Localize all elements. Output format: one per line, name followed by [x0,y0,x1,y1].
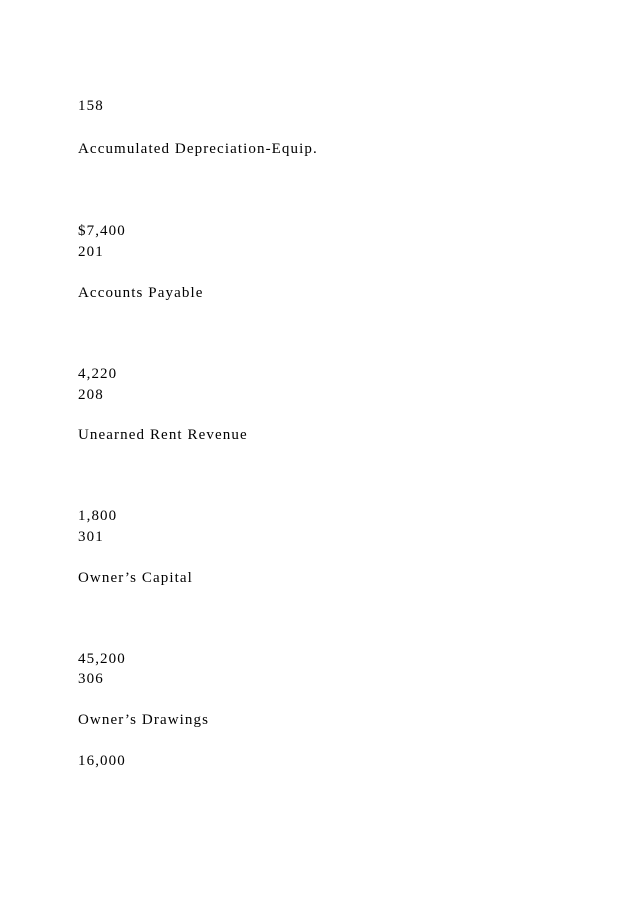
account-name: Unearned Rent Revenue [78,427,248,443]
account-amount: $7,400 [78,223,126,239]
account-amount: 1,800 [78,508,118,524]
account-amount: 16,000 [78,753,126,769]
account-number: 158 [78,98,104,114]
account-amount: 4,220 [78,366,118,382]
account-number: 306 [78,671,104,687]
account-number: 208 [78,387,104,403]
account-number: 201 [78,244,104,260]
account-number: 301 [78,529,104,545]
account-name: Accounts Payable [78,285,204,301]
account-name: Owner’s Drawings [78,712,210,728]
account-name: Accumulated Depreciation-Equip. [78,141,318,157]
account-name: Owner’s Capital [78,570,193,586]
account-amount: 45,200 [78,651,126,667]
